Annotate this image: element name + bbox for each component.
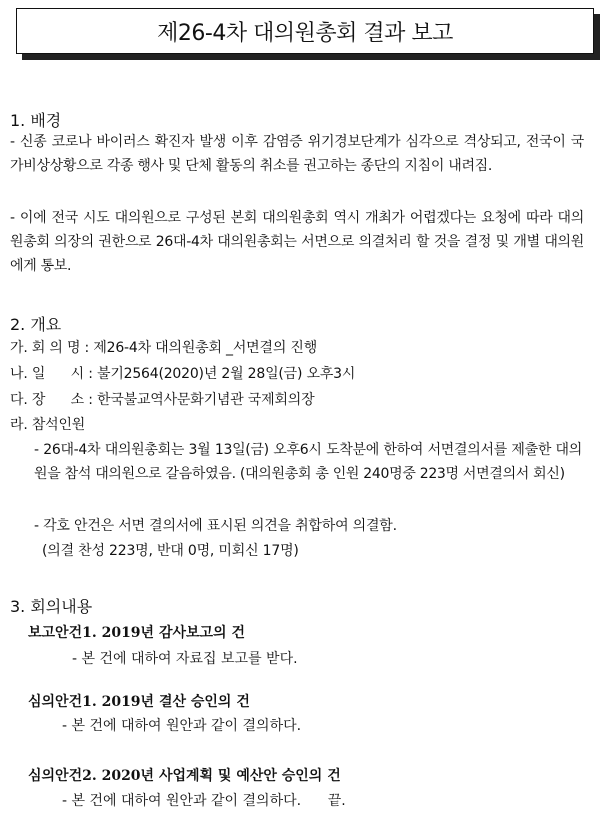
background-paragraph-2: - 이에 전국 시도 대의원으로 구성된 본회 대의원총회 역시 개최가 어렵겠다는 요청에 따라 대의원총회 의장의 권한으로 26대-4차 대의원총회는 서면으로 의결처리 할 것을 결정 및 개별 대의원에게 통보.	[10, 210, 584, 274]
attendance-paragraph-2: - 각호 안건은 서면 결의서에 표시된 의견을 취합하여 의결함.	[34, 518, 397, 534]
section-background-heading: 1. 배경	[10, 111, 62, 130]
background-paragraph-1: - 신종 코로나 바이러스 확진자 발생 이후 감염증 위기경보단계가 심각으로 격상되고, 전국이 국가비상상황으로 각종 행사 및 단체 활동의 취소를 권고하는 종단의 지침이 내려짐.	[10, 134, 584, 174]
document-title: 제26-4차 대의원총회 결과 보고	[157, 20, 453, 46]
attendance-vote-result: (의결 찬성 223명, 반대 0명, 미회신 17명)	[42, 543, 299, 559]
overview-meeting-time: 나. 일 시 : 불기2564(2020)년 2월 28일(금) 오후3시	[10, 366, 356, 382]
agenda-item-1-body: - 본 건에 대하여 자료집 보고를 받다.	[72, 651, 298, 667]
agenda-item-3-body: - 본 건에 대하여 원안과 같이 결의하다. 끝.	[62, 793, 346, 809]
section-overview-heading: 2. 개요	[10, 315, 62, 334]
overview-meeting-place: 다. 장 소 : 한국불교역사문화기념관 국제회의장	[10, 392, 315, 408]
overview-attendance-label: 라. 참석인원	[10, 417, 86, 433]
overview-meeting-name: 가. 회 의 명 : 제26-4차 대의원총회 _서면결의 진행	[10, 340, 318, 356]
agenda-item-1-title: 보고안건1. 2019년 감사보고의 건	[28, 625, 245, 641]
document-title-box	[16, 8, 594, 54]
agenda-item-3-title: 심의안건2. 2020년 사업계획 및 예산안 승인의 건	[28, 768, 341, 784]
agenda-item-2-body: - 본 건에 대하여 원안과 같이 결의하다.	[62, 718, 302, 734]
section-content-heading: 3. 회의내용	[10, 597, 93, 616]
agenda-item-2-title: 심의안건1. 2019년 결산 승인의 건	[28, 694, 250, 710]
attendance-paragraph-1: - 26대-4차 대의원총회는 3월 13일(금) 오후6시 도착분에 한하여 서면결의서를 제출한 대의원을 참석 대의원으로 갈음하였음. (대의원총회 총 인원 240명중 223명 서면결의서 회신)	[34, 442, 582, 482]
